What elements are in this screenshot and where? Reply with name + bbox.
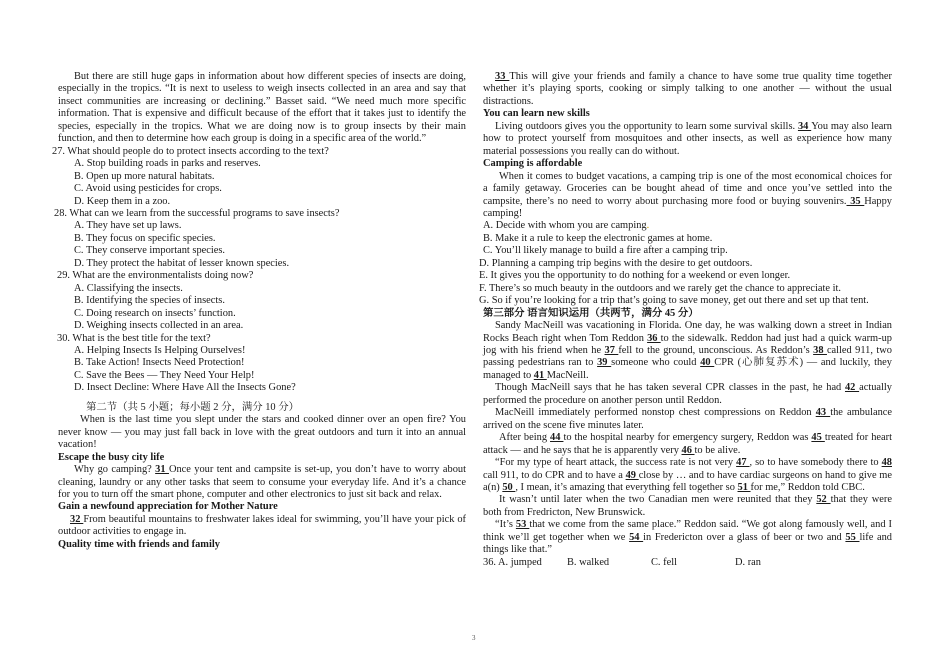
choice-f: F. There’s so much beauty in the outdoors and we rarely get the chance to appreciate it. [479,282,841,294]
section-2-title: 第二节（共 5 小题；每小题 2 分，满分 10 分） [86,401,300,413]
cloze-paragraph-6 [483,494,892,519]
blank-40: 40 [700,357,715,369]
blank-39: 39 [597,357,612,369]
blank-51: 51 [737,481,751,493]
cloze-paragraph-4 [483,432,892,457]
question-29 [58,270,466,332]
text: treated for heart attack — and he says that he is apparently very [483,432,892,456]
blank-36: 36 [647,332,661,344]
question-36-options [483,557,892,569]
text: It wasn’t until later when the two Canadian men were reunited that they [499,494,817,506]
part-3-title: 第三部分 语言知识运用（共两节，满分 45 分） [483,307,699,319]
blank-52: 52 [816,494,831,506]
text: Sandy MacNeill was vacationing in Florida. One day, he was walking down a street in Indian Rocks Beach right when Tom Reddon [483,320,892,344]
left-column [52,71,466,551]
reading-paragraph: But there are still huge gaps in information about how different species of insects are doing, especially in the tropics. “It is next to useless to weigh insects collected in an area and say that insect communities are increasing or declining.” Basset said. “We need much more specific information. That is expensive and difficult because of the effort that it takes just to identify the species, especially in the tropics. What we are doing now is to group insects by their main function, and then to determine how each group is doing in a specific area of the world.” [58,71,466,145]
text: Once your tent and campsite is set-up, you don’t have to worry about cleaning, laundry or any other tasks that seem to consume your everyday life. And it’s a chance for you to turn off the smart phone, computer and other electronics to just sit back and relax. [58,464,466,500]
subheading-affordable: Camping is affordable [483,158,583,170]
blank-35: 35 [846,195,865,207]
text: From beautiful mountains to freshwater lakes ideal for swimming, you’ll have your pick of outdoor activities to engage in. [58,513,466,538]
text: fell to the ground, unconscious. As Reddon’s [618,344,814,356]
text: that we come from the same place.” Reddon said. “We got along famously well, and I think we’ll get together when we [483,519,892,543]
text: MacNeill immediately performed nonstop chest compressions on Reddon [495,407,816,419]
cloze-paragraph-3 [483,407,892,432]
text: that they were both from Fredricton, New Brunswick. [483,494,892,518]
text: A. Decide with whom you are camping [483,220,647,232]
option: B. Take Action! Insects Need Protection! [74,357,245,369]
blank-48: 48 [881,457,892,469]
option: D. Weighing insects collected in an area. [74,320,244,332]
blank-42: 42 [844,382,860,394]
blank-34: 34 [797,120,812,132]
blank-33: 33 [495,71,510,82]
text: Why go camping? [74,464,156,476]
question-30 [58,333,466,395]
blank-46: 46 [681,444,695,456]
blank-41: 41 [533,369,547,381]
blank-47: 47 [736,457,750,469]
blank-53: 53 [515,519,530,531]
option: A. Classifying the insects. [74,282,183,294]
paragraph-33 [483,71,892,108]
choice-g: G. So if you’re looking for a trip that’s going to save money, get out there and set up that tent. [479,295,869,307]
text: CPR (心肺复苏术) — and luckily, they managed to [483,357,892,381]
option: D. ran [735,556,761,568]
option: D. Keep them in a zoo. [74,195,171,207]
option: B. Open up more natural habitats. [74,170,215,182]
text: When it comes to budget vacations, a camping trip is one of the most economical choices for a family getaway. Groceries can be bought ahead of time and once you’ve settled into the campsite, there’s no need to worry about purchasing more food or buying souvenirs. [483,170,892,207]
option: D. They protect the habitat of lesser known species. [74,257,290,269]
subheading-quality-time: Quality time with friends and family [58,538,220,550]
paragraph-34 [483,121,892,158]
text: actually performed the procedure on another person until Reddon. [483,382,892,406]
subheading-nature: Gain a newfound appreciation for Mother Nature [58,501,278,513]
question-stem: 29. What are the environmentalists doing now? [57,270,254,282]
blank-50: 50 [502,481,516,493]
text: “For my type of heart attack, the success rate is not very [495,457,737,469]
text: MacNeill. [546,369,589,381]
text: called 911, two passing pedestrians ran to [483,344,892,369]
option: C. fell [651,556,677,568]
text: After being [499,432,551,444]
text: to the sidewalk. Reddon had just had a quick warm-up jog with his friend when he [483,332,892,356]
blank-55: 55 [845,531,860,543]
question-28 [54,207,466,270]
blank-44: 44 [550,432,564,444]
blank-32: 32 [70,513,84,525]
question-stem: 30. What is the best title for the text? [57,332,211,344]
text: close by … and to have cardiac surgeons on hand to give me a(n) [483,469,892,493]
text: This will give your friends and family a chance to have some true quality time together whether it’s playing sports, cooking or simply talking to one another — without the usual distractions. [483,71,892,107]
option: A. Stop building roads in parks and reserves. [74,158,261,170]
option: C. They conserve important species. [74,245,226,257]
choice-e: E. It gives you the opportunity to do nothing for a weekend or even longer. [479,270,791,282]
option: A. They have set up laws. [74,220,182,232]
text: to be alive. [694,444,741,456]
text: You may also learn how to protect yourself from mosquitoes and other insects, as well as experience how many material possessions you really can do without. [483,120,892,157]
text: Living outdoors gives you the opportunity to learn some survival skills. [495,120,798,132]
text: , I mean, it’s amazing that everything fell together so [515,481,738,493]
paragraph-35 [483,171,892,221]
text: , so to have somebody there to [749,457,882,469]
blank-49: 49 [625,469,639,481]
blank-45: 45 [811,432,825,444]
text: call 911, to do CPR and to have a [483,469,626,481]
option: C. Doing research on insects’ function. [74,307,236,319]
question-27 [52,145,466,208]
option: B. They focus on specific species. [74,232,216,244]
paragraph-31 [58,464,466,501]
choice-b: B. Make it a rule to keep the electronic games at home. [483,232,713,244]
option: B. Identifying the species of insects. [74,295,225,307]
text: Happy camping! [483,195,892,219]
mark-dot: . [646,220,650,232]
cloze-paragraph-5 [483,457,892,494]
text: someone who could [611,357,701,369]
choice-a [483,220,892,232]
option: C. Save the Bees — They Need Your Help! [74,369,255,381]
option: A. Helping Insects Is Helping Ourselves! [74,344,246,356]
page-number: 3 [472,634,476,642]
text: life and things like that.” [483,531,892,556]
choice-c: C. You’ll likely manage to build a fire after a camping trip. [483,245,728,257]
choice-d: D. Planning a camping trip begins with the desire to get outdoors. [479,257,753,269]
text: Though MacNeill says that he has taken several CPR classes in the past, he had [495,382,845,394]
question-stem: 27. What should people do to protect insects according to the text? [52,145,329,157]
subheading-skills: You can learn new skills [483,108,590,120]
cloze-paragraph-7 [483,519,892,556]
cloze-paragraph-1 [483,320,892,382]
option: D. Insect Decline: Where Have All the Insects Gone? [74,382,296,394]
text: the ambulance arrived on the scene five minutes later. [483,407,892,431]
section-2-intro: When is the last time you slept under the stars and cooked dinner over an open fire? You never know — you may just fall back in love with the great outdoors and turn it into an annual vacation! [58,414,466,451]
option: 36. A. jumped [483,556,542,568]
paragraph-32 [58,514,466,539]
blank-31: 31 [155,464,169,476]
blank-43: 43 [815,407,831,419]
blank-38: 38 [813,344,827,356]
subheading-escape: Escape the busy city life [58,451,165,463]
option: C. Avoid using pesticides for crops. [74,183,222,195]
text: for me,” Reddon told CBC. [750,481,865,493]
cloze-paragraph-2 [483,382,892,407]
blank-37: 37 [604,344,619,356]
option: B. walked [567,556,610,568]
text: “It’s [495,519,516,531]
text: in Fredericton over a glass of beer or two and [643,531,846,543]
right-column [479,71,892,569]
blank-54: 54 [629,531,644,543]
text: to the hospital nearby for emergency surgery, Reddon was [563,432,812,444]
question-stem: 28. What can we learn from the successful programs to save insects? [54,207,340,219]
